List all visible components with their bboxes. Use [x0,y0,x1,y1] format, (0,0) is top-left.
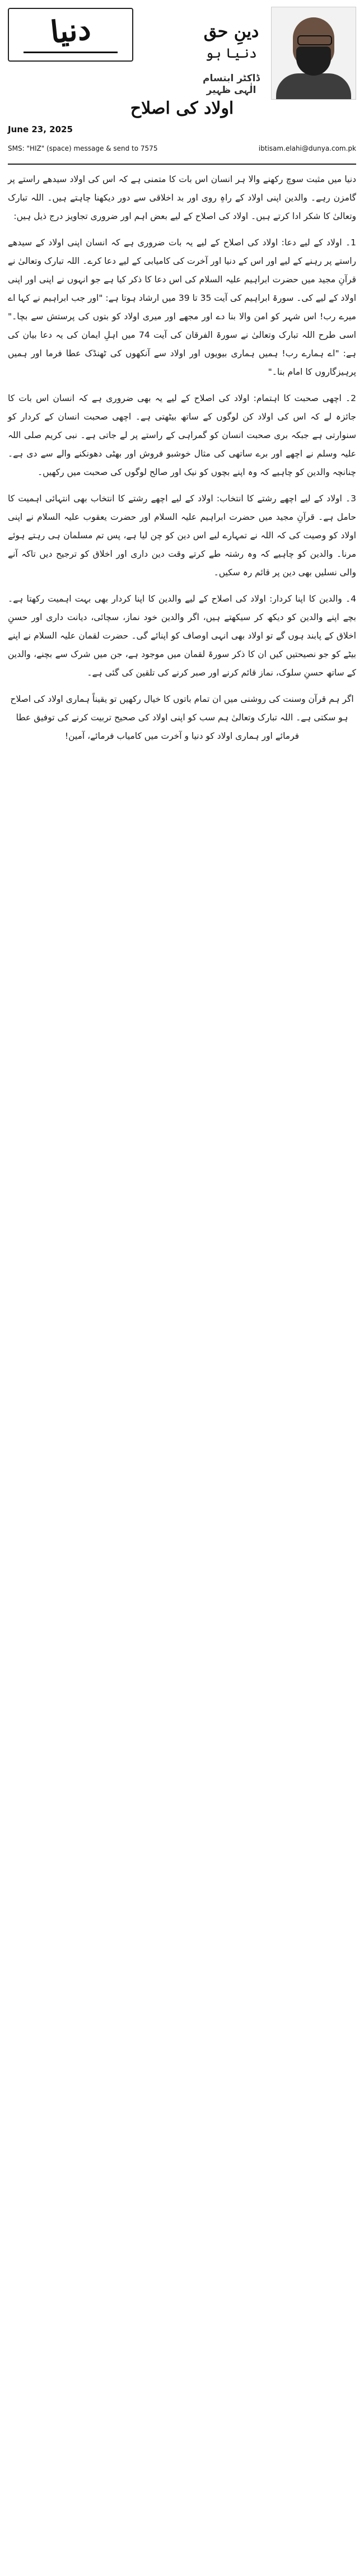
masthead-underline [24,52,118,53]
masthead-brand-text: دنیا [48,10,93,50]
contact-line [8,145,356,152]
article-closing-paragraph: اگر ہم قرآن وسنت کی روشنی میں ان تمام باتوں کا خیال رکھیں تو یقیناً ہماری اولاد کی اصلاح ہو سکتی ہے۔ اللہ تبارک وتعالیٰ ہم سب کو اپنی اولاد کی صحیح تربیت کرنے کی توفیق عطا فرمائے اور ہماری اولاد کو دنیا و آخرت میں کامیاب فرمائے، آمین! [10,694,354,741]
article-paragraph: 1۔ اولاد کے لیے دعا: اولاد کی اصلاح کے لیے یہ بات ضروری ہے کہ انسان اپنی اولاد کے سیدھے راستے پر رہنے کے لیے اور اس کے دنیا اور آخرت کی کامیابی کے لیے دعا کرے۔ اللہ تبارک وتعالیٰ نے قرآنِ مجید میں حضرت ابراہیم علیہ السلام کی اس دعا کا ذکر کیا ہے جو انہوں نے اپنی اور اپنی اولاد کے لیے کی۔ سورۃ ابراہیم کی آیت 35 تا 39 میں ارشاد ہوتا ہے: "اور جب ابراہیم نے کہا اے میرے رب! اس شہر کو امن والا بنا دے اور مجھے اور میری اولاد کو بتوں کی پرستش سے بچا۔" اسی طرح اللہ تبارک وتعالیٰ نے سورۃ الفرقان کی آیت 74 میں اہلِ ایمان کی یہ دعا بیان کی ہے: "اے ہمارے رب! ہمیں ہماری بیویوں اور اولاد سے آنکھوں کی ٹھنڈک عطا فرما اور ہمیں پرہیزگاروں کا امام بنا۔" [8,237,357,377]
publish-date: June 23, 2025 [8,124,73,134]
author-name: ڈاکٹر ابتسام الٰہی ظہیر [202,73,260,96]
author-photo [271,7,356,100]
author-photo-shirt [276,73,351,100]
article-paragraph: 3۔ اولاد کے لیے اچھے رشتے کا انتخاب: اولاد کے لیے اچھے رشتے کا انتخاب بھی انتہائی اہمیت کا حامل ہے۔ قرآنِ مجید میں حضرت ابراہیم علیہ السلام اور حضرت یعقوب علیہ السلام نے اپنی اولاد کو وصیت کی کہ اللہ نے تمہارے لیے اس دین کو چن لیا ہے، پس تم مسلمان ہی رہتے ہوئے مرنا۔ والدین کو چاہیے کہ وہ رشتہ طے کرتے وقت دین داری اور اخلاق کو ترجیح دیں تاکہ آنے والی نسلیں بھی دین پر قائم رہ سکیں۔ [8,493,356,577]
dunya-masthead-logo [8,8,133,62]
author-photo-beard [296,46,331,76]
sms-contact: SMS: "HIZ" (space) message & send to 7575 [8,145,158,152]
author-block [196,7,356,99]
article-paragraph: دنیا میں مثبت سوچ رکھنے والا ہر انسان اس بات کا متمنی ہے کہ اس کی اولاد سیدھے راستے پر گامزن رہے۔ والدین اپنی اولاد کے راہِ روی اور بد اخلاقی سے دور دیکھنا چاہتے ہیں۔ اللہ تبارک وتعالیٰ کا شکر ادا کرتے ہیں۔ اولاد کی اصلاح کے لیے بعض اہم اور ضروری تجاویز درج ذیل ہیں: [8,174,356,221]
header-divider [8,164,356,165]
author-email[interactable]: ibtisam.elahi@dunya.com.pk [258,145,356,152]
column-name-main: دینِ حق [203,22,259,41]
article-paragraph: 4۔ والدین کا اپنا کردار: اولاد کی اصلاح کے لیے والدین کا اپنا کردار بھی بہت اہمیت رکھتا ہے۔ بچے اپنے والدین کو دیکھ کر سیکھتے ہیں، اگر والدین خود نماز، سچائی، دیانت داری اور حسنِ اخلاق کے پابند ہوں گے تو اولاد بھی انہی اوصاف کو اپنائے گی۔ حضرت لقمان علیہ السلام نے اپنے بیٹے کو جو نصیحتیں کیں ان کا ذکر سورۃ لقمان میں موجود ہے، جن میں شرک سے بچنے، والدین کے ساتھ حسنِ سلوک، نماز قائم کرنے اور صبر کرنے کی تلقین کی گئی ہے۔ [8,594,356,678]
article-paragraph: 2۔ اچھی صحبت کا اہتمام: اولاد کی اصلاح کے لیے یہ بھی ضروری ہے کہ انسان اس بات کا جائزہ لے کہ اس کی اولاد کن لوگوں کے ساتھ بیٹھتی ہے۔ اچھی صحبت انسان کے کردار کو سنوارتی ہے جبکہ بری صحبت انسان کو گمراہی کے راستے پر لے جاتی ہے۔ نبی کریم صلی اللہ علیہ وسلم نے اچھے اور برے ساتھی کی مثال خوشبو فروش اور بھٹی دھونکنے والے سے دی ہے۔ چنانچہ والدین کو چاہیے کہ وہ اپنے بچوں کو نیک اور صالح لوگوں کی صحبت میں رکھیں۔ [8,393,356,477]
article-body [8,170,356,753]
author-photo-glasses [297,35,332,45]
column-name [196,21,267,64]
column-header [0,0,364,168]
article-title: اولاد کی اصلاح [130,99,234,118]
column-name-sub: دنیا ہو [205,45,257,61]
